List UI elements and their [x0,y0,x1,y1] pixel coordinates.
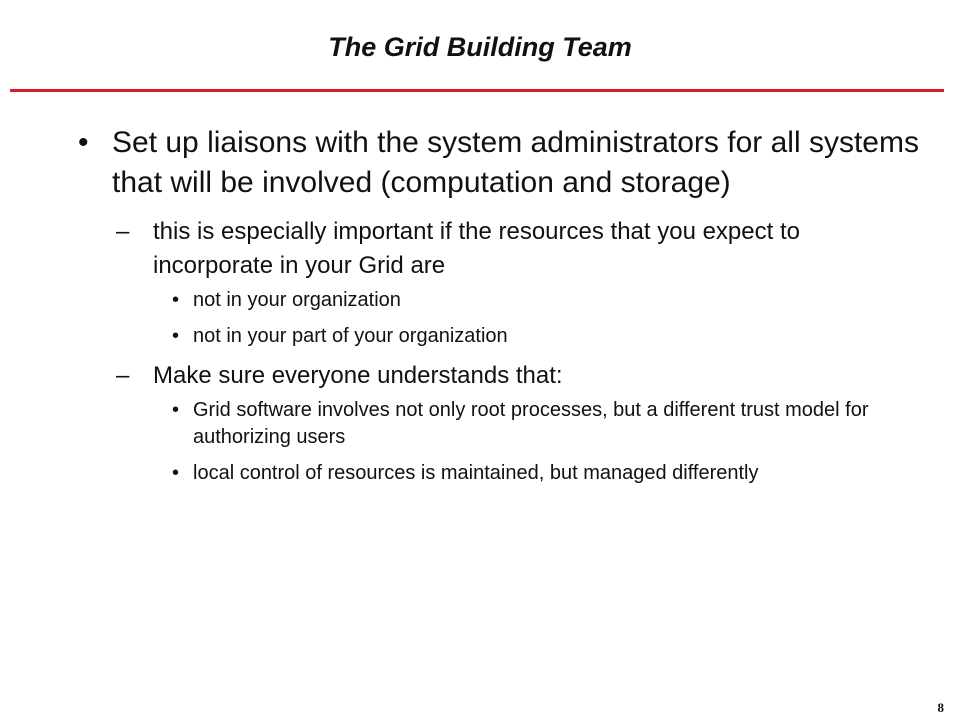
sub-bullet-item [0,359,923,393]
detail-bullet-item [0,323,928,350]
title-divider [10,89,944,92]
sub-bullet-text: this is especially important if the resources that you expect to incorporate in your Grid are [153,218,800,279]
sub-bullet-text: Make sure everyone understands that: [153,362,563,389]
bullet-marker: • [78,126,89,159]
slide-content [0,123,960,496]
detail-bullet-item [0,287,928,314]
page-number: 8 [937,700,944,715]
detail-bullet-text: local control of resources is maintained, but managed differently [193,462,759,484]
dash-marker: – [116,362,130,389]
sub-bullet-item [0,215,923,283]
dash-marker: – [116,218,130,245]
slide-title: The Grid Building Team [328,32,632,62]
detail-bullet-item [0,460,928,487]
detail-bullet-text: not in your organization [193,289,401,311]
detail-bullet-item [0,397,928,451]
bullet-marker: • [172,462,180,484]
main-bullet-text: Set up liaisons with the system administrators for all systems that will be involved (computation and storage) [112,126,919,199]
detail-bullet-text: not in your part of your organization [193,325,508,347]
bullet-marker: • [172,399,180,421]
bullet-marker: • [172,289,180,311]
main-bullet-item [0,123,922,203]
bullet-marker: • [172,325,180,347]
detail-bullet-text: Grid software involves not only root processes, but a different trust model for authorizing users [193,399,869,448]
